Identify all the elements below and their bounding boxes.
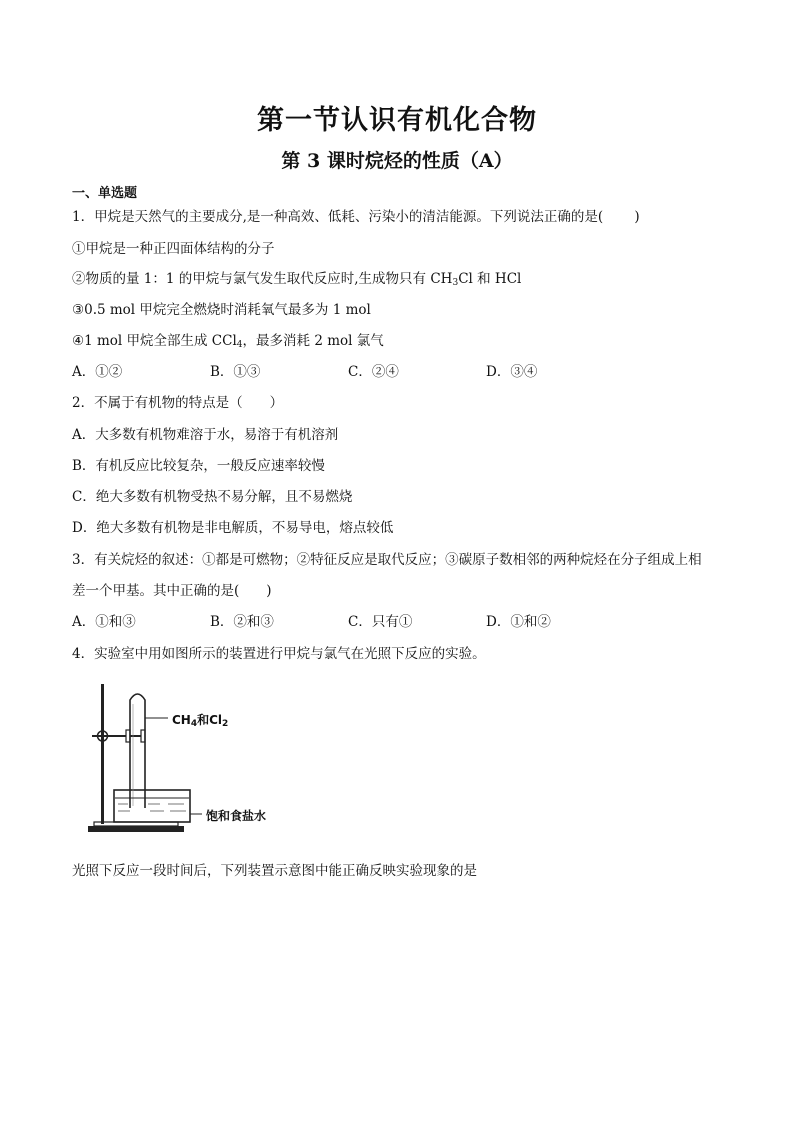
- q2-option-d[interactable]: D．绝大多数有机物是非电解质，不易导电，熔点较低: [72, 520, 394, 536]
- apparatus-figure: [84, 680, 284, 840]
- q1-option-a[interactable]: A．①②: [72, 364, 123, 380]
- q3-option-d[interactable]: D．①和②: [486, 614, 551, 630]
- q2-option-c[interactable]: C．绝大多数有机物受热不易分解，且不易燃烧: [72, 489, 353, 505]
- q3-stem-line-2: 差一个甲基。其中正确的是( ): [72, 583, 272, 599]
- q1-option-c[interactable]: C．②④: [348, 364, 399, 380]
- section-heading: 一、单选题: [72, 186, 138, 201]
- q3-option-b[interactable]: B．②和③: [210, 614, 274, 630]
- q2-option-b[interactable]: B．有机反应比较复杂，一般反应速率较慢: [72, 458, 325, 474]
- q2-option-a[interactable]: A．大多数有机物难溶于水，易溶于有机溶剂: [72, 427, 339, 443]
- q3-stem-line-1: 3．有关烷烃的叙述：①都是可燃物；②特征反应是取代反应；③碳原子数相邻的两种烷烃在分子组成上相: [72, 552, 702, 568]
- q1-statement-2: ②物质的量 1：1 的甲烷与氯气发生取代反应时,生成物只有 $CH_3Cl$ 和 HCl: [72, 271, 522, 288]
- q2-stem: 2．不属于有机物的特点是（ ）: [72, 395, 284, 411]
- q1-statement-1: ①甲烷是一种正四面体结构的分子: [72, 241, 275, 257]
- liquid-label: 饱和食盐水: [206, 809, 267, 823]
- page-subtitle: 第 3 课时烷烃的性质（A）: [281, 150, 513, 172]
- gas-label: $CH_4$和$Cl_2$: [172, 713, 229, 729]
- trough: [114, 790, 190, 822]
- q4-followup: 光照下反应一段时间后，下列装置示意图中能正确反映实验现象的是: [72, 863, 477, 879]
- q1-option-b[interactable]: B．①③: [210, 364, 261, 380]
- q1-statement-3: ③0.5 mol 甲烷完全燃烧时消耗氧气最多为 1 mol: [72, 302, 371, 318]
- test-tube: [130, 694, 145, 808]
- stand-base: [88, 826, 184, 832]
- stand-rod: [101, 684, 104, 824]
- q3-option-a[interactable]: A．①和③: [72, 614, 136, 630]
- q1-option-d[interactable]: D．③④: [486, 364, 538, 380]
- q1-statement-4: ④1 mol 甲烷全部生成 CCl$_4$，最多消耗 2 mol 氯气: [72, 333, 384, 350]
- page-title: 第一节认识有机化合物: [257, 105, 537, 136]
- q4-stem: 4．实验室中用如图所示的装置进行甲烷与氯气在光照下反应的实验。: [72, 646, 486, 662]
- q1-stem: 1．甲烷是天然气的主要成分,是一种高效、低耗、污染小的清洁能源。下列说法正确的是( ): [72, 209, 640, 225]
- q3-option-c[interactable]: C．只有①: [348, 614, 413, 630]
